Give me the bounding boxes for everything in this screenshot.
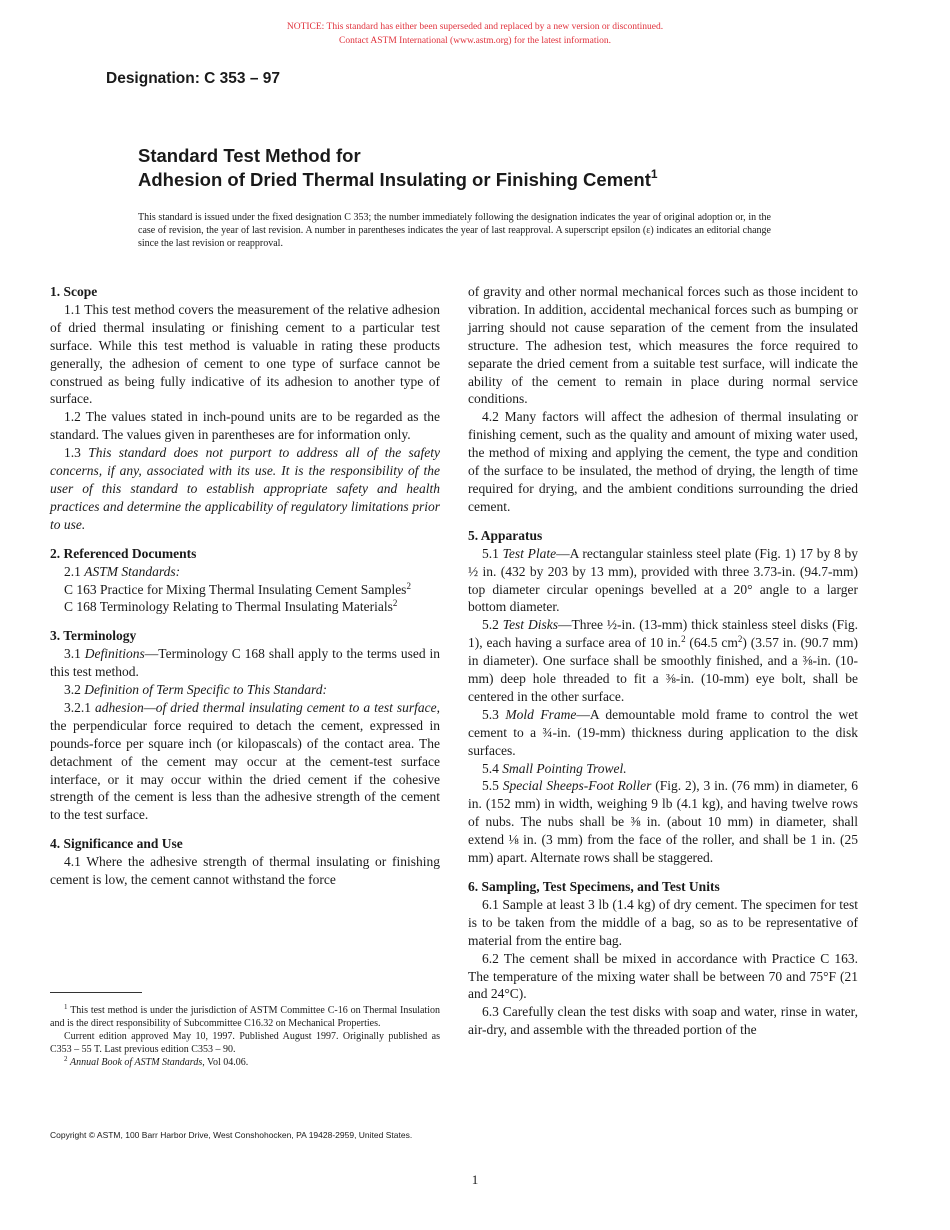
designation: Designation: C 353 – 97	[106, 70, 281, 87]
section-heading: 3. Terminology	[50, 628, 137, 644]
paragraph: 5.3 Mold Frame—A demountable mold frame to control the wet cement to a ¾-in. (19-mm) thickness during application to the disk surfaces.	[468, 706, 858, 758]
section-heading: 6. Sampling, Test Specimens, and Test Units	[468, 879, 720, 894]
section-heading: 5. Apparatus	[468, 527, 543, 543]
left-column	[50, 283, 440, 889]
paragraph: 5.1 Test Plate—A rectangular stainless steel plate (Fig. 1) 17 by 8 by ½ in. (432 by 203 by 13 mm), provided with three 3.73-in. (94.7-mm) top diameter circular openings bevelled at a 20° angle to a larger bottom diameter.	[468, 545, 859, 615]
page-number: 1	[471, 1172, 479, 1187]
footnote: $^2$ Annual Book of ASTM Standards, Vol 04.06.	[64, 1055, 249, 1068]
preamble: This standard is issued under the fixed designation C 353; the number immediately following the designation indicates the year of original adoption or, in the case of revision, the year of last revision. A number in parentheses indicates the year of last reapproval. A superscript epsilon (ε) indicates an editorial change since the last revision or reapproval.	[138, 212, 771, 249]
section-apparatus	[468, 527, 858, 867]
paragraph: 4.2 Many factors will affect the adhesion of thermal insulating or finishing cement, such as the quality and amount of mixing water used, the method of mixing and applying the cement, the type and condition of the surface to be insulated, the method of drying, the length of time required for drying, and the ambient conditions surrounding the dried cement.	[468, 409, 858, 514]
title-line-1: Standard Test Method for	[138, 145, 361, 166]
paragraph: 1.2 The values stated in inch-pound units are to be regarded as the standard. The values given in parentheses are for information only.	[50, 409, 440, 443]
footnotes	[50, 1004, 440, 1069]
section-referenced-documents	[50, 545, 440, 617]
paragraph-continued: of gravity and other normal mechanical forces such as those incident to vibration. In addition, accidental mechanical forces such as bumping or jarring should not cause separation of the cement from the insulated structure. The adhesion test, which measures the force required to separate the dried cement from a suitable test surface, will indicate the ability of the cement to remain in place during normal service conditions.	[468, 284, 858, 407]
title-line-2: Adhesion of Dried Thermal Insulating or Finishing Cement$^1$	[138, 167, 658, 190]
paragraph: 3.2.1 adhesion—of dried thermal insulating cement to a test surface, the perpendicular force required to detach the cement, expressed in pounds-force per square inch (or kilopascals) of the contact area. The detachment of the cement may occur at the cement-test surface interface, or it may occur within the dried cement if the cohesive strength of the cement is less than the adhesive strength of the cement to the test surface.	[50, 699, 441, 823]
paragraph: 2.1 ASTM Standards:	[64, 563, 181, 579]
paragraph: 6.3 Carefully clean the test disks with soap and water, rinse in water, air-dry, and assemble with the threaded portion of the	[468, 1004, 858, 1038]
section-significance	[50, 835, 440, 889]
copyright: Copyright © ASTM, 100 Barr Harbor Drive, West Conshohocken, PA 19428-2959, United States.	[50, 1130, 413, 1140]
section-scope	[50, 283, 440, 534]
footnote: $^1$ This test method is under the jurisdiction of ASTM Committee C-16 on Thermal Insulation and is the direct responsibility of Subcommittee C16.32 on Mechanical Properties.	[50, 1003, 440, 1029]
section-heading: 2. Referenced Documents	[50, 545, 197, 561]
reference-item: C 163 Practice for Mixing Thermal Insulating Cement Samples$^2$	[64, 580, 411, 597]
paragraph: 1.3 This standard does not purport to address all of the safety concerns, if any, associated with its use. It is the responsibility of the user of this standard to establish appropriate safety and health practices and determine the applicability of regulatory limitations prior to use.	[50, 445, 441, 532]
footnote-divider	[50, 992, 142, 993]
right-column	[468, 283, 858, 1039]
section-heading: 4. Significance and Use	[50, 836, 183, 852]
title-footnote-mark: 1	[650, 167, 658, 181]
document-title	[138, 144, 658, 192]
paragraph: 5.5 Special Sheeps-Foot Roller (Fig. 2), 3 in. (76 mm) in diameter, 6 in. (152 mm) in width, weighing 9 lb (4.1 kg), and having twelve rows of nubs. The nubs shall be ⅜ in. (about 10 mm) in diameter, shall extend ⅛ in. (3 mm) from the face of the roller, and shall be 1 in. (25 mm) apart. Alternate rows shall be staggered.	[468, 778, 858, 866]
section-sampling	[468, 878, 858, 1039]
paragraph: 4.1 Where the adhesive strength of thermal insulating or finishing cement is low, the cement cannot withstand the force	[50, 854, 440, 888]
paragraph: 5.4 Small Pointing Trowel.	[482, 760, 627, 776]
notice-line-2: Contact ASTM International (www.astm.org) for the latest information.	[338, 36, 611, 46]
notice-line-1: NOTICE: This standard has either been superseded and replaced by a new version or discontinued.	[286, 22, 664, 32]
supersession-notice	[0, 20, 950, 48]
section-terminology	[50, 627, 440, 824]
paragraph: 6.1 Sample at least 3 lb (1.4 kg) of dry cement. The specimen for test is to be taken from the middle of a bag, so as to be representative of material from the entire bag.	[468, 896, 858, 948]
footnote: Current edition approved May 10, 1997. Published August 1997. Originally published as C353 – 55 T. Last previous edition C353 – 90.	[50, 1031, 440, 1055]
paragraph: 6.2 The cement shall be mixed in accordance with Practice C 163. The temperature of the mixing water shall be between 70 and 75°F (21 and 24°C).	[468, 950, 858, 1002]
paragraph: 3.1 Definitions—Terminology C 168 shall apply to the terms used in this test method.	[50, 646, 441, 680]
paragraph: 1.1 This test method covers the measurement of the relative adhesion of dried thermal insulating or finishing cement to a particular test surface. While this test method is valuable in rating these products generally, the adhesion of cement to one type of surface cannot be construed as being fully indicative of its adhesion to another type of surface.	[50, 301, 440, 407]
reference-item: C 168 Terminology Relating to Thermal Insulating Materials$^2$	[64, 598, 398, 615]
section-heading: 1. Scope	[50, 284, 98, 299]
paragraph: 5.2 Test Disks—Three ½-in. (13-mm) thick stainless steel disks (Fig. 1), each having a surface area of 10 in.$^2$ (64.5 $cm^2$) (3.57 in. (90.7 mm) in diameter). One surface shall be smoothly finished, and a ⅜-in. (10-mm) deep hole threaded to fit a ⅜-in. (10-mm) eye bolt, shall be centered in the other surface.	[468, 617, 859, 704]
paragraph: 3.2 Definition of Term Specific to This Standard:	[64, 682, 327, 698]
